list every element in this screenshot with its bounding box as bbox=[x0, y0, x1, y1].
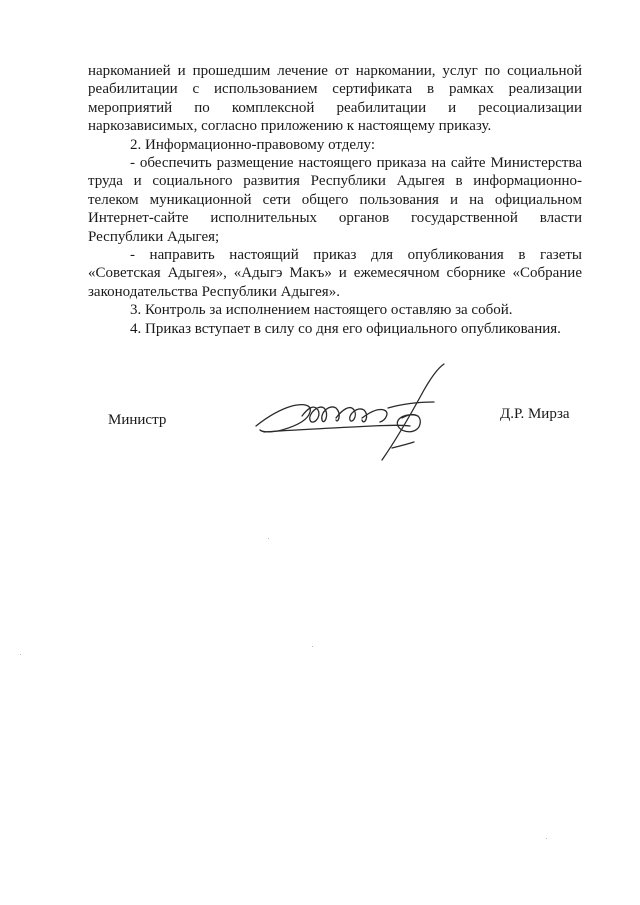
signatory-name: Д.Р. Мирза bbox=[500, 406, 570, 422]
paragraph-item-2-website: - обеспечить размещение настоящего приказа на сайте Министерства труда и социального развития Республики Адыгея в информационно-телеком муникационной сети общего пользования и на официальном Интернет-сайте исполнительных органов государственной власти Республики Адыгея; bbox=[88, 155, 582, 245]
scan-speck bbox=[546, 838, 547, 839]
paragraph-item-2-heading: 2. Информационно-правовому отделу: bbox=[130, 136, 376, 153]
signatory-title: Министр bbox=[108, 412, 167, 428]
scan-speck bbox=[312, 646, 313, 647]
paragraph-item-2-publication: - направить настоящий приказ для опубликования в газеты «Советская Адыгея», «Адыгэ Макъ» и ежемесячном сборнике «Собрание законодательства Республики Адыгея». bbox=[88, 247, 582, 300]
document-body bbox=[88, 62, 582, 338]
scan-speck bbox=[268, 538, 269, 539]
scan-speck bbox=[20, 654, 21, 655]
handwritten-signature bbox=[252, 360, 462, 470]
paragraph-rehabilitation-services: наркоманией и прошедшим лечение от наркомании, услуг по социальной реабилитации с использованием сертификата в рамках реализации мероприятий по комплексной реабилитации и ресоциализации наркозависимых, согласно приложению к настоящему приказу. bbox=[88, 63, 582, 135]
paragraph-item-3-control: 3. Контроль за исполнением настоящего оставляю за собой. bbox=[130, 302, 513, 319]
paragraph-item-4-effect: 4. Приказ вступает в силу со дня его официального опубликования. bbox=[130, 320, 561, 337]
